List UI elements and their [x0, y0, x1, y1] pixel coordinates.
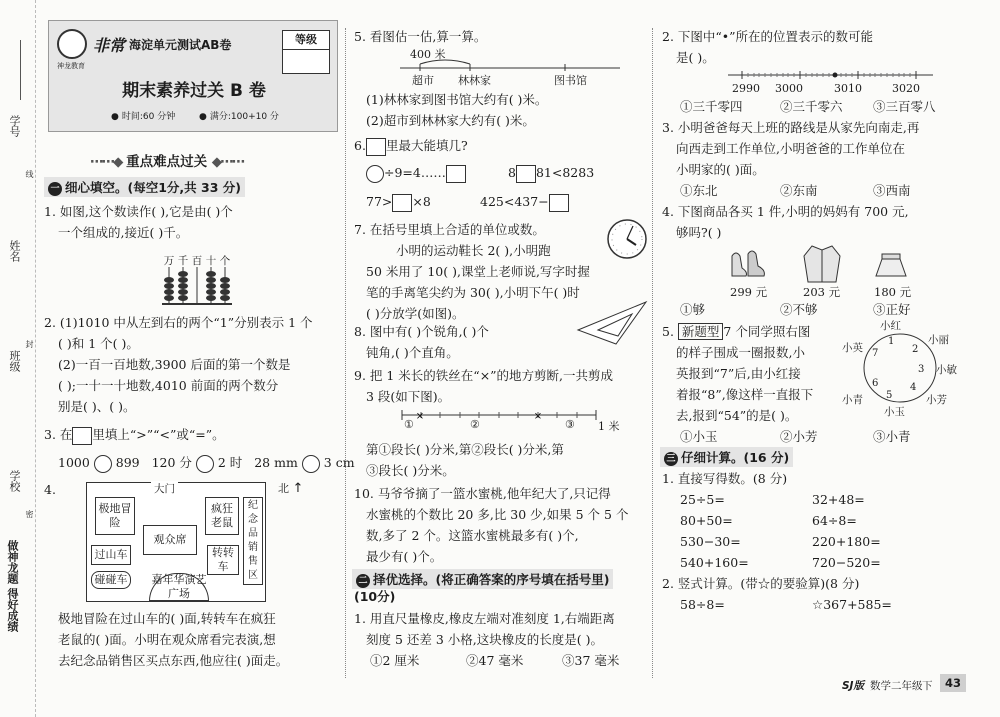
student-name: 小丽	[928, 334, 949, 346]
q10-line-2: 水蜜桃的个数比 20 多,比 30 少,如果 5 个 5 个	[366, 507, 629, 522]
map-coaster: 过山车	[91, 545, 131, 565]
c3-q5-line-1: 5. 新题型 7 个同学照右图	[662, 324, 811, 339]
column-divider	[652, 28, 653, 678]
margin-line	[20, 40, 21, 100]
shoes-icon	[728, 246, 768, 282]
publisher: 神龙教育	[57, 62, 85, 70]
map-theater: 观众席	[143, 525, 197, 555]
abacus-diagram	[162, 253, 232, 309]
q5-line-1: (1)林林家到图书馆大约有( )米。	[366, 92, 548, 107]
circle-number: 4	[910, 382, 917, 393]
q1-line-2: 一个组成的,接近( )千。	[58, 225, 189, 240]
answer-box[interactable]	[392, 194, 412, 212]
s3-q1-title: 1. 直接写得数。(8 分)	[662, 471, 788, 486]
q5-home: 林林家	[458, 74, 491, 87]
q5-supermarket: 超市	[412, 74, 434, 87]
q1-line-1: 1. 如图,这个数读作( ),它是由( )个	[44, 204, 233, 219]
vertical-calc-item: ☆367+585=	[812, 597, 892, 612]
abacus-label: 个	[219, 255, 231, 267]
s2-q1-option[interactable]: ①2 厘米	[370, 653, 420, 668]
answer-box[interactable]	[366, 138, 386, 156]
margin-seal-seal: 封	[25, 340, 34, 348]
c3-q5-line-3: 英报到“7”后,由小红接	[676, 366, 801, 381]
student-name: 小玉	[884, 406, 905, 418]
section-2-points: (10分)	[354, 589, 396, 604]
svg-text:×: ×	[533, 411, 543, 422]
margin-motto: 做神龙题 得好成绩	[6, 540, 19, 632]
section-1-title: 一 细心填空。(每空1分,共 33 分)	[44, 177, 245, 197]
calc-item: 80+50=	[680, 513, 733, 528]
wire-mark: ①	[404, 418, 414, 431]
margin-seal-secret: 密	[25, 510, 34, 518]
new-question-tag: 新题型	[678, 323, 724, 340]
c3-q4-option[interactable]: ①够	[680, 302, 706, 317]
map-crazy-mouse: 疯狂老鼠	[205, 497, 239, 535]
compare-circle[interactable]	[302, 455, 320, 473]
q2-line-5: 别是( )、( )。	[58, 399, 136, 414]
c3-q5-option[interactable]: ②小芳	[780, 429, 818, 444]
wire-mark: ③	[565, 418, 575, 431]
q9-line-2: 3 段(如下图)。	[366, 389, 451, 404]
s3-q2-title: 2. 竖式计算。(带☆的要验算)(8 分)	[662, 576, 860, 591]
calc-item: 540+160=	[680, 555, 749, 570]
jacket-icon	[802, 242, 842, 284]
circle-number: 7	[872, 348, 879, 359]
tick-label: 3000	[775, 82, 803, 95]
grade-label: 等级	[283, 31, 329, 50]
margin-label-class: 班级	[8, 350, 21, 372]
tick-label: 2990	[732, 82, 760, 95]
q10-line-1: 10. 马爷爷摘了一篮水蜜桃,他年纪大了,只记得	[354, 486, 611, 501]
answer-box[interactable]	[549, 194, 569, 212]
c3-q2-line-1: 2. 下图中“•”所在的位置表示的数可能	[662, 29, 874, 44]
q2-line-1: 2. (1)1010 中从左到右的两个“1”分别表示 1 个	[44, 315, 313, 330]
c3-q2-option[interactable]: ②三千零六	[780, 99, 843, 114]
calc-item: 720−520=	[812, 555, 881, 570]
q3-compare-row: 1000 899 120 分 2 时 28 mm 3 cm	[58, 454, 355, 473]
grade-box	[282, 30, 330, 74]
price-skirt: 180 元	[874, 285, 912, 299]
q9-line-3: 第①段长( )分米,第②段长( )分米,第	[366, 442, 564, 457]
circle-number: 6	[872, 378, 879, 389]
answer-box[interactable]	[516, 165, 536, 183]
q6-expr-4: 425<437−	[480, 193, 569, 212]
footer-subject: 数学二年级	[870, 680, 923, 692]
circle-figure	[842, 318, 958, 418]
c3-q3-option[interactable]: ③西南	[873, 183, 911, 198]
calc-item: 220+180=	[812, 534, 881, 549]
compare-circle[interactable]	[94, 455, 112, 473]
answer-circle[interactable]	[366, 165, 384, 183]
s2-q1-option[interactable]: ②47 毫米	[466, 653, 524, 668]
abacus-label: 万	[163, 255, 175, 267]
column-divider	[345, 28, 346, 678]
c3-q4-line-1: 4. 下图商品各买 1 件,小明的妈妈有 700 元,	[662, 204, 909, 219]
student-name: 小敏	[936, 364, 957, 376]
compare-circle[interactable]	[196, 455, 214, 473]
q5-number-line	[390, 58, 630, 72]
tick-label: 3020	[892, 82, 920, 95]
binding-margin	[0, 0, 36, 717]
footer-edition: SJ版	[842, 680, 864, 692]
circle-number: 3	[918, 364, 925, 375]
student-name: 小红	[880, 320, 901, 332]
vertical-calc-item: 58÷8=	[680, 597, 725, 612]
q4-line-2: 老鼠的( )面。小明在观众席看完表演,想	[58, 632, 276, 647]
series-title: 海淀单元测试AB卷	[129, 38, 232, 52]
abacus-label: 十	[205, 255, 217, 267]
c3-q2-option[interactable]: ①三千零四	[680, 99, 743, 114]
q10-line-3: 数,多了 2 个。这篮水蜜桃最多有( )个,	[366, 528, 579, 543]
q5-line-2: (2)超市到林林家大约有( )米。	[366, 113, 535, 128]
wire-mark: 1 米	[598, 420, 620, 433]
c3-q4-option[interactable]: ③正好	[873, 302, 911, 317]
footer-term: 下	[922, 680, 933, 692]
q8-line-2: 钝角,( )个直角。	[366, 345, 459, 360]
abacus-label: 千	[177, 255, 189, 267]
q6-expr-2: 8 81<8283	[508, 164, 594, 183]
map-plaza: 嘉年华演艺广场	[149, 573, 209, 601]
skirt-icon	[874, 250, 908, 280]
q10-line-4: 最少有( )个。	[366, 549, 443, 564]
margin-label-student-id: 学号	[8, 115, 21, 137]
q9-line-4: ③段长( )分米。	[366, 463, 455, 478]
s2-q1-line-2: 刻度 5 还差 3 小格,这块橡皮的长度是( )。	[366, 632, 604, 647]
exam-score: ● 满分:100+10 分	[199, 112, 279, 122]
triangle-ruler-figure	[576, 300, 648, 346]
q6-expr-3: 77> ×8	[366, 193, 431, 212]
c3-q5-line-5: 去,报到“54”的是( )。	[676, 408, 798, 423]
student-name: 小英	[842, 342, 863, 354]
q2-line-4: ( );一十一十地数,4010 前面的两个数分	[58, 378, 279, 393]
q8-line-1: 8. 图中有( )个锐角,( )个	[354, 324, 489, 339]
s2-q1-option[interactable]: ③37 毫米	[562, 653, 620, 668]
q7-line-4: ( )分放学(如图)。	[366, 306, 465, 321]
brand: 非常	[93, 36, 126, 55]
q2-line-2: ( )和 1 个( )。	[58, 336, 139, 351]
calc-item: 530−30=	[680, 534, 741, 549]
circle-number: 2	[912, 344, 919, 355]
map-souvenir: 纪念品销售区	[243, 497, 263, 585]
section-2-title: 二 择优选择。(将正确答案的序号填在括号里)	[352, 569, 613, 589]
c3-q2-line-2: 是( )。	[676, 50, 715, 65]
park-map	[86, 482, 266, 602]
s2-q1-line-1: 1. 用直尺量橡皮,橡皮左端对准刻度 1,右端距离	[354, 611, 615, 626]
map-gate: 大门	[151, 481, 178, 496]
price-jacket: 203 元	[803, 285, 841, 299]
c3-q4-line-2: 够吗?( )	[676, 225, 722, 240]
q7-line-3: 笔的手离笔尖约为 30( ),小明下午( )时	[366, 285, 580, 300]
q5-title: 5. 看图估一估,算一算。	[354, 29, 487, 44]
q4-number: 4.	[44, 482, 56, 497]
q3-line: 3. 在 里填上“>”“<”或“=”。	[44, 426, 225, 445]
c3-q3-line-3: 小明家的( )面。	[676, 162, 765, 177]
c3-q5-line-2: 的样子围成一圈报数,小	[676, 345, 805, 360]
calc-item: 32+48=	[812, 492, 865, 507]
c3-q3-option[interactable]: ②东南	[780, 183, 818, 198]
c3-q3-line-2: 向西走到工作单位,小明爸爸的工作单位在	[676, 141, 905, 156]
number-line-figure	[728, 68, 934, 82]
answer-box[interactable]	[446, 165, 466, 183]
tick-label: 3010	[834, 82, 862, 95]
c3-q5-option[interactable]: ①小玉	[680, 429, 718, 444]
svg-text:×: ×	[415, 411, 425, 422]
q6-title: 6. 里最大能填几?	[354, 137, 468, 156]
q6-expr-1: ÷9=4……	[366, 164, 466, 183]
c3-q3-option[interactable]: ①东北	[680, 183, 718, 198]
north-arrow: 北 ↑	[278, 481, 304, 496]
circle-number: 1	[888, 336, 895, 347]
margin-label-name: 姓名	[8, 240, 21, 262]
q4-line-3: 去纪念品销售区买点东西,他应往( )面走。	[58, 653, 289, 668]
clock-icon	[606, 218, 648, 260]
c3-q5-option[interactable]: ③小青	[873, 429, 911, 444]
calc-item: 25÷5=	[680, 492, 725, 507]
q7-line-1: 小明的运动鞋长 2( ),小明跑	[396, 243, 551, 258]
c3-q2-option[interactable]: ③三百零八	[873, 99, 936, 114]
exam-time: ● 时间:60 分钟	[111, 112, 176, 122]
abacus-label: 百	[191, 255, 203, 267]
margin-label-school: 学校	[8, 470, 21, 492]
c3-q5-line-4: 着报“8”,像这样一直报下	[676, 387, 814, 402]
abacus-beads	[162, 267, 232, 309]
logo-icon	[57, 29, 87, 59]
student-name: 小芳	[926, 394, 947, 406]
map-spin-car: 转转车	[207, 545, 239, 575]
q7-line-2: 50 米用了 10( ),课堂上老师说,写字时握	[366, 264, 590, 279]
wire-mark: ②	[470, 418, 480, 431]
c3-q3-line-1: 3. 小明爸爸每天上班的路线是从家先向南走,再	[662, 120, 920, 135]
page-number: 43	[940, 674, 966, 692]
q5-distance-label: 400 米	[410, 48, 446, 61]
q2-line-3: (2)一百一百地数,3900 后面的第一个数是	[58, 357, 291, 372]
section-3-title: 三 仔细计算。(16 分)	[660, 447, 793, 467]
q5-library: 图书馆	[554, 74, 587, 87]
circle-number: 5	[886, 390, 893, 401]
section-heading: ⋯⋯◆ 重点难点过关 ◆⋯⋯	[90, 154, 244, 170]
answer-box[interactable]	[72, 427, 92, 445]
margin-seal-line: 线	[25, 170, 34, 178]
exam-title: 期末素养过关 B 卷	[122, 81, 266, 101]
q9-line-1: 9. 把 1 米长的铁丝在“×”的地方剪断,一共剪成	[354, 368, 614, 383]
price-shoes: 299 元	[730, 285, 768, 299]
map-adventure: 极地冒险	[95, 497, 135, 535]
q4-line-1: 极地冒险在过山车的( )面,转转车在疯狂	[58, 611, 276, 626]
calc-item: 64÷8=	[812, 513, 857, 528]
map-bumper-car: 碰碰车	[91, 571, 131, 589]
student-name: 小青	[842, 394, 863, 406]
q7-title: 7. 在括号里填上合适的单位或数。	[354, 222, 545, 237]
c3-q4-option[interactable]: ②不够	[780, 302, 818, 317]
